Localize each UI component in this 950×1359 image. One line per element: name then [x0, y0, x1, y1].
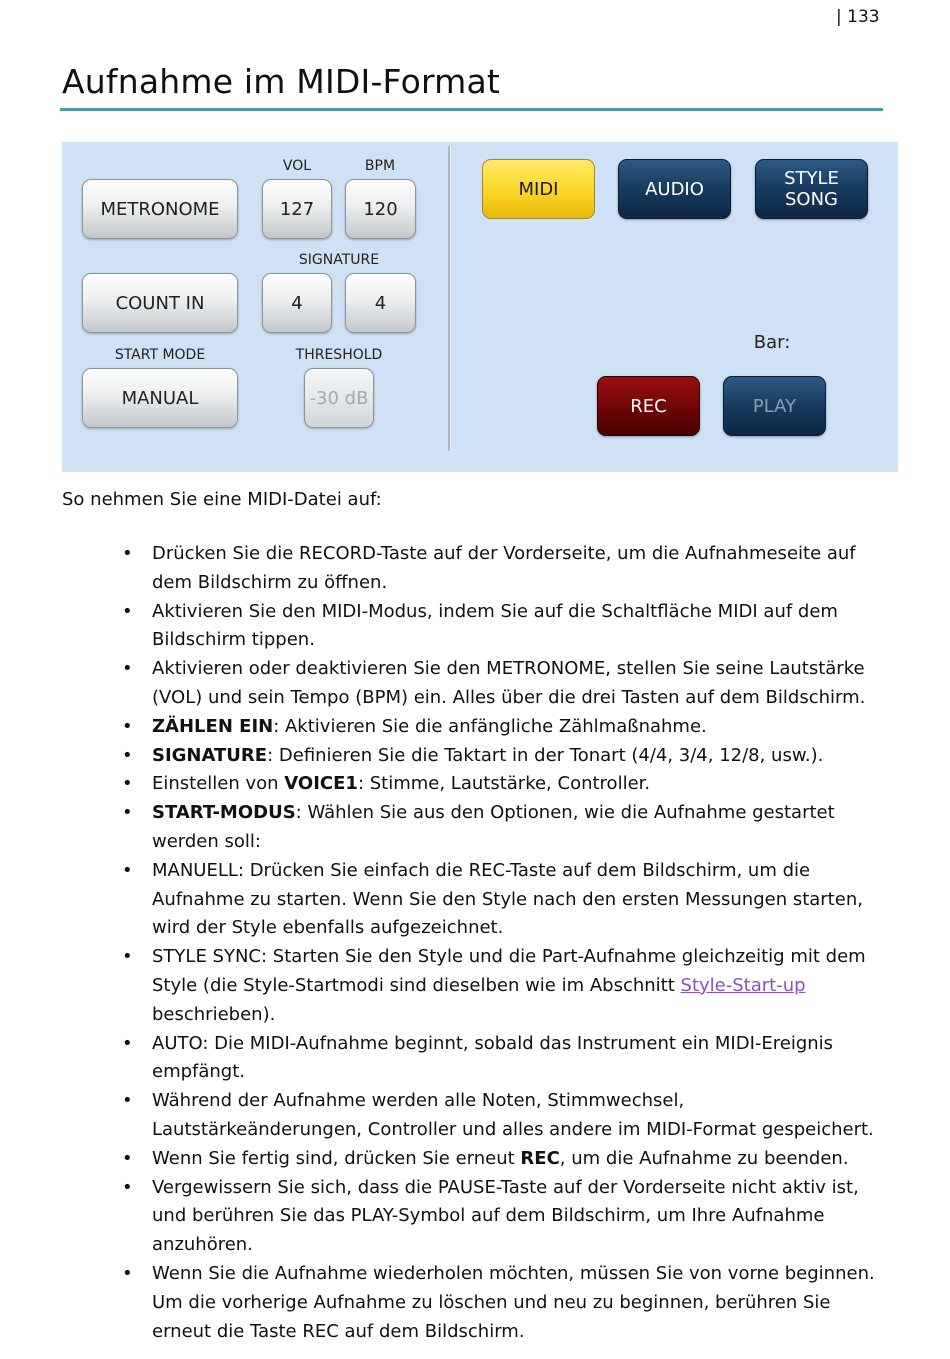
title-rule	[60, 108, 883, 111]
signature-label: SIGNATURE	[298, 252, 380, 268]
style-start-up-link[interactable]: Style-Start-up	[680, 974, 806, 996]
list-item	[152, 770, 884, 799]
midi-mode-button[interactable]: MIDI	[482, 159, 595, 219]
intro-text: So nehmen Sie eine MIDI-Datei auf:	[62, 489, 382, 510]
list-item-text: Einstellen von	[152, 773, 285, 795]
start-mode-label: START MODE	[114, 347, 206, 363]
page-number: | 133	[836, 7, 880, 27]
instruction-list	[152, 540, 884, 1346]
list-item	[152, 742, 884, 771]
list-item-text: , um die Aufnahme zu beenden.	[559, 1147, 849, 1169]
list-item-text: STYLE SYNC: Starten Sie den Style und die Part-Aufnahme gleichzeitig mit dem Style (die Style-Startmodi sind dieselben wie im Abschnitt	[152, 946, 866, 996]
list-item	[152, 1087, 884, 1145]
list-item-text: beschrieben).	[152, 1003, 276, 1025]
list-item-text: : Wählen Sie aus den Optionen, wie die Aufnahme gestartet werden soll:	[152, 802, 835, 852]
threshold-label: THRESHOLD	[295, 347, 383, 363]
rec-button[interactable]: REC	[597, 376, 700, 436]
list-item-text: Wenn Sie fertig sind, drücken Sie erneut	[152, 1147, 521, 1169]
list-item-text: : Definieren Sie die Taktart in der Tonart (4/4, 3/4, 12/8, usw.).	[267, 744, 824, 766]
list-item	[152, 598, 884, 656]
list-item	[152, 1030, 884, 1088]
page-title: Aufnahme im MIDI-Format	[62, 62, 501, 101]
bar-label: Bar:	[753, 332, 791, 353]
list-item-text: MANUELL: Drücken Sie einfach die REC-Taste auf dem Bildschirm, um die Aufnahme zu starten. Wenn Sie den Style nach den ersten Messungen starten, wird der Style ebenfalls aufgezeichnet.	[152, 859, 863, 939]
list-item	[152, 655, 884, 713]
list-item-text: Während der Aufnahme werden alle Noten, Stimmwechsel, Lautstärkeänderungen, Controller und alles andere im MIDI-Format gespeichert.	[152, 1090, 874, 1140]
vol-value-button[interactable]: 127	[262, 179, 332, 239]
style-song-mode-button[interactable]: STYLE SONG	[755, 159, 868, 219]
list-item-text: : Aktivieren Sie die anfängliche Zählmaßnahme.	[273, 715, 707, 737]
list-item	[152, 943, 884, 1029]
count-in-button[interactable]: COUNT IN	[82, 273, 238, 333]
list-item-text: Vergewissern Sie sich, dass die PAUSE-Taste auf der Vorderseite nicht aktiv ist, und berühren Sie das PLAY-Symbol auf dem Bildschirm, um Ihre Aufnahme anzuhören.	[152, 1176, 859, 1256]
list-item-bold: VOICE1	[284, 773, 358, 795]
metronome-button[interactable]: METRONOME	[82, 179, 238, 239]
list-item-bold: SIGNATURE	[152, 744, 268, 766]
panel-divider	[448, 146, 451, 451]
vol-label: VOL	[282, 158, 312, 174]
list-item-text: AUTO: Die MIDI-Aufnahme beginnt, sobald das Instrument ein MIDI-Ereignis empfängt.	[152, 1032, 834, 1083]
signature-numerator-button[interactable]: 4	[262, 273, 332, 333]
list-item	[152, 1174, 884, 1260]
start-mode-button[interactable]: MANUAL	[82, 368, 238, 428]
list-item	[152, 540, 884, 598]
list-item-text: Aktivieren Sie den MIDI-Modus, indem Sie auf die Schaltfläche MIDI auf dem Bildschirm tippen.	[152, 600, 838, 651]
threshold-button[interactable]: -30 dB	[304, 368, 374, 428]
list-item-bold: REC	[520, 1147, 560, 1169]
bpm-label: BPM	[364, 158, 396, 174]
list-item-text: Drücken Sie die RECORD-Taste auf der Vorderseite, um die Aufnahmeseite auf dem Bildschirm zu öffnen.	[152, 543, 856, 593]
list-item	[152, 799, 884, 857]
list-item	[152, 713, 884, 742]
list-item	[152, 857, 884, 943]
list-item-text: : Stimme, Lautstärke, Controller.	[357, 773, 651, 795]
list-item	[152, 1145, 884, 1174]
signature-denominator-button[interactable]: 4	[345, 273, 416, 333]
list-item-text: Wenn Sie die Aufnahme wiederholen möchten, müssen Sie von vorne beginnen. Um die vorherige Aufnahme zu löschen und neu zu beginnen, berühren Sie erneut die Taste REC auf dem Bildschirm.	[152, 1262, 875, 1342]
play-button[interactable]: PLAY	[723, 376, 826, 436]
list-item	[152, 1260, 884, 1346]
list-item-bold: ZÄHLEN EIN	[152, 715, 274, 737]
bpm-value-button[interactable]: 120	[345, 179, 416, 239]
list-item-bold: START-MODUS	[152, 802, 296, 824]
audio-mode-button[interactable]: AUDIO	[618, 159, 731, 219]
list-item-text: Aktivieren oder deaktivieren Sie den METRONOME, stellen Sie seine Lautstärke (VOL) und sein Tempo (BPM) ein. Alles über die drei Tasten auf dem Bildschirm.	[152, 658, 866, 708]
